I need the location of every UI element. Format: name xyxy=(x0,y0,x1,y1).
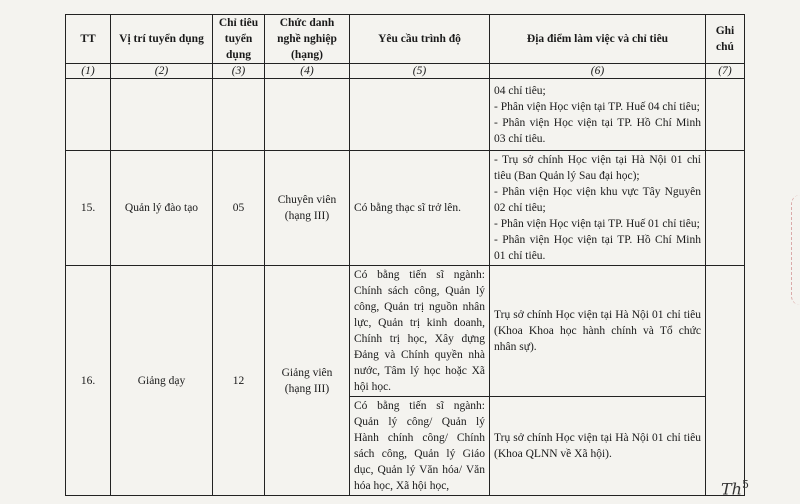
page-initials: Th xyxy=(721,479,742,499)
location-line: - Trụ sở chính Học viện tại Hà Nội 01 chỉ tiêu (Ban Quản lý Sau đại học); xyxy=(494,154,701,182)
cell-tt: 16. xyxy=(66,266,111,496)
column-number: (7) xyxy=(706,64,745,79)
header-tt: TT xyxy=(66,15,111,64)
column-number: (4) xyxy=(265,64,350,79)
header-title: Chức danh nghề nghiệp (hạng) xyxy=(265,15,350,64)
cell-title xyxy=(265,79,350,151)
location-line: - Phân viện Học viện tại TP. Huế 04 chỉ tiêu; xyxy=(494,100,700,113)
header-location: Địa điểm làm việc và chỉ tiêu xyxy=(490,15,706,64)
cell-requirement xyxy=(350,79,490,151)
column-number: (3) xyxy=(213,64,265,79)
cell-location xyxy=(490,79,706,151)
cell-title: Giảng viên (hạng III) xyxy=(265,266,350,496)
column-number: (1) xyxy=(66,64,111,79)
cell-location: Trụ sở chính Học viện tại Hà Nội 01 chỉ tiêu (Khoa QLNN về Xã hội). xyxy=(490,397,706,496)
header-position: Vị trí tuyển dụng xyxy=(111,15,213,64)
location-line: 04 chỉ tiêu; xyxy=(494,84,546,97)
column-number: (5) xyxy=(350,64,490,79)
cell-note xyxy=(706,266,745,499)
cell-note xyxy=(706,79,745,151)
location-line: - Phân viện Học viện tại TP. Hồ Chí Minh 01 chỉ tiêu. xyxy=(494,234,701,262)
table-row xyxy=(66,79,745,151)
cell-location: Trụ sở chính Học viện tại Hà Nội 01 chỉ tiêu (Khoa Khoa học hành chính và Tổ chức nhân sự). xyxy=(490,266,706,397)
cell-quota: 05 xyxy=(213,151,265,266)
cell-quota: 12 xyxy=(213,266,265,496)
cell-position: Giảng dạy xyxy=(111,266,213,496)
cell-requirement: Có bằng tiến sĩ ngành: Chính sách công, Quản lý công, Quản trị nguồn nhân lực, Quản trị kinh doanh, Chính trị học, Xây dựng Đảng và Chính quyền nhà nước, Tâm lý học hoặc Xã hội học. xyxy=(350,266,490,397)
cell-requirement: Có bằng thạc sĩ trở lên. xyxy=(350,151,490,266)
cell-requirement: Có bằng tiến sĩ ngành: Quản lý công/ Quản lý Hành chính công/ Chính sách công, Quản lý Giáo dục, Quản lý Văn hóa/ Văn hóa học, Xã hội học, xyxy=(350,397,490,496)
location-line: - Phân viện Học viện tại TP. Huế 01 chỉ tiêu; xyxy=(494,218,700,230)
column-number-row xyxy=(66,64,745,79)
header-quota: Chỉ tiêu tuyển dụng xyxy=(213,15,265,64)
location-line: - Phân viện Học viện tại TP. Hồ Chí Minh 03 chỉ tiêu. xyxy=(494,116,701,145)
cell-tt: 15. xyxy=(66,151,111,266)
cell-title: Chuyên viên (hạng III) xyxy=(265,151,350,266)
table-row xyxy=(66,266,745,397)
column-number: (2) xyxy=(111,64,213,79)
stamp-edge xyxy=(791,195,800,305)
page-number: Th$^5$ xyxy=(721,478,749,499)
cell-position: Quản lý đào tạo xyxy=(111,151,213,266)
column-number: (6) xyxy=(490,64,706,79)
cell-tt xyxy=(66,79,111,151)
recruitment-table xyxy=(65,14,745,499)
cell-note xyxy=(706,151,745,266)
header-row xyxy=(66,15,745,64)
cell-position xyxy=(111,79,213,151)
cell-location xyxy=(490,151,706,266)
header-requirement: Yêu cầu trình độ xyxy=(350,15,490,64)
header-note: Ghi chú xyxy=(706,15,745,64)
table-row xyxy=(66,151,745,266)
cell-quota xyxy=(213,79,265,151)
location-line: - Phân viện Học viện khu vực Tây Nguyên 02 chỉ tiêu; xyxy=(494,186,701,214)
